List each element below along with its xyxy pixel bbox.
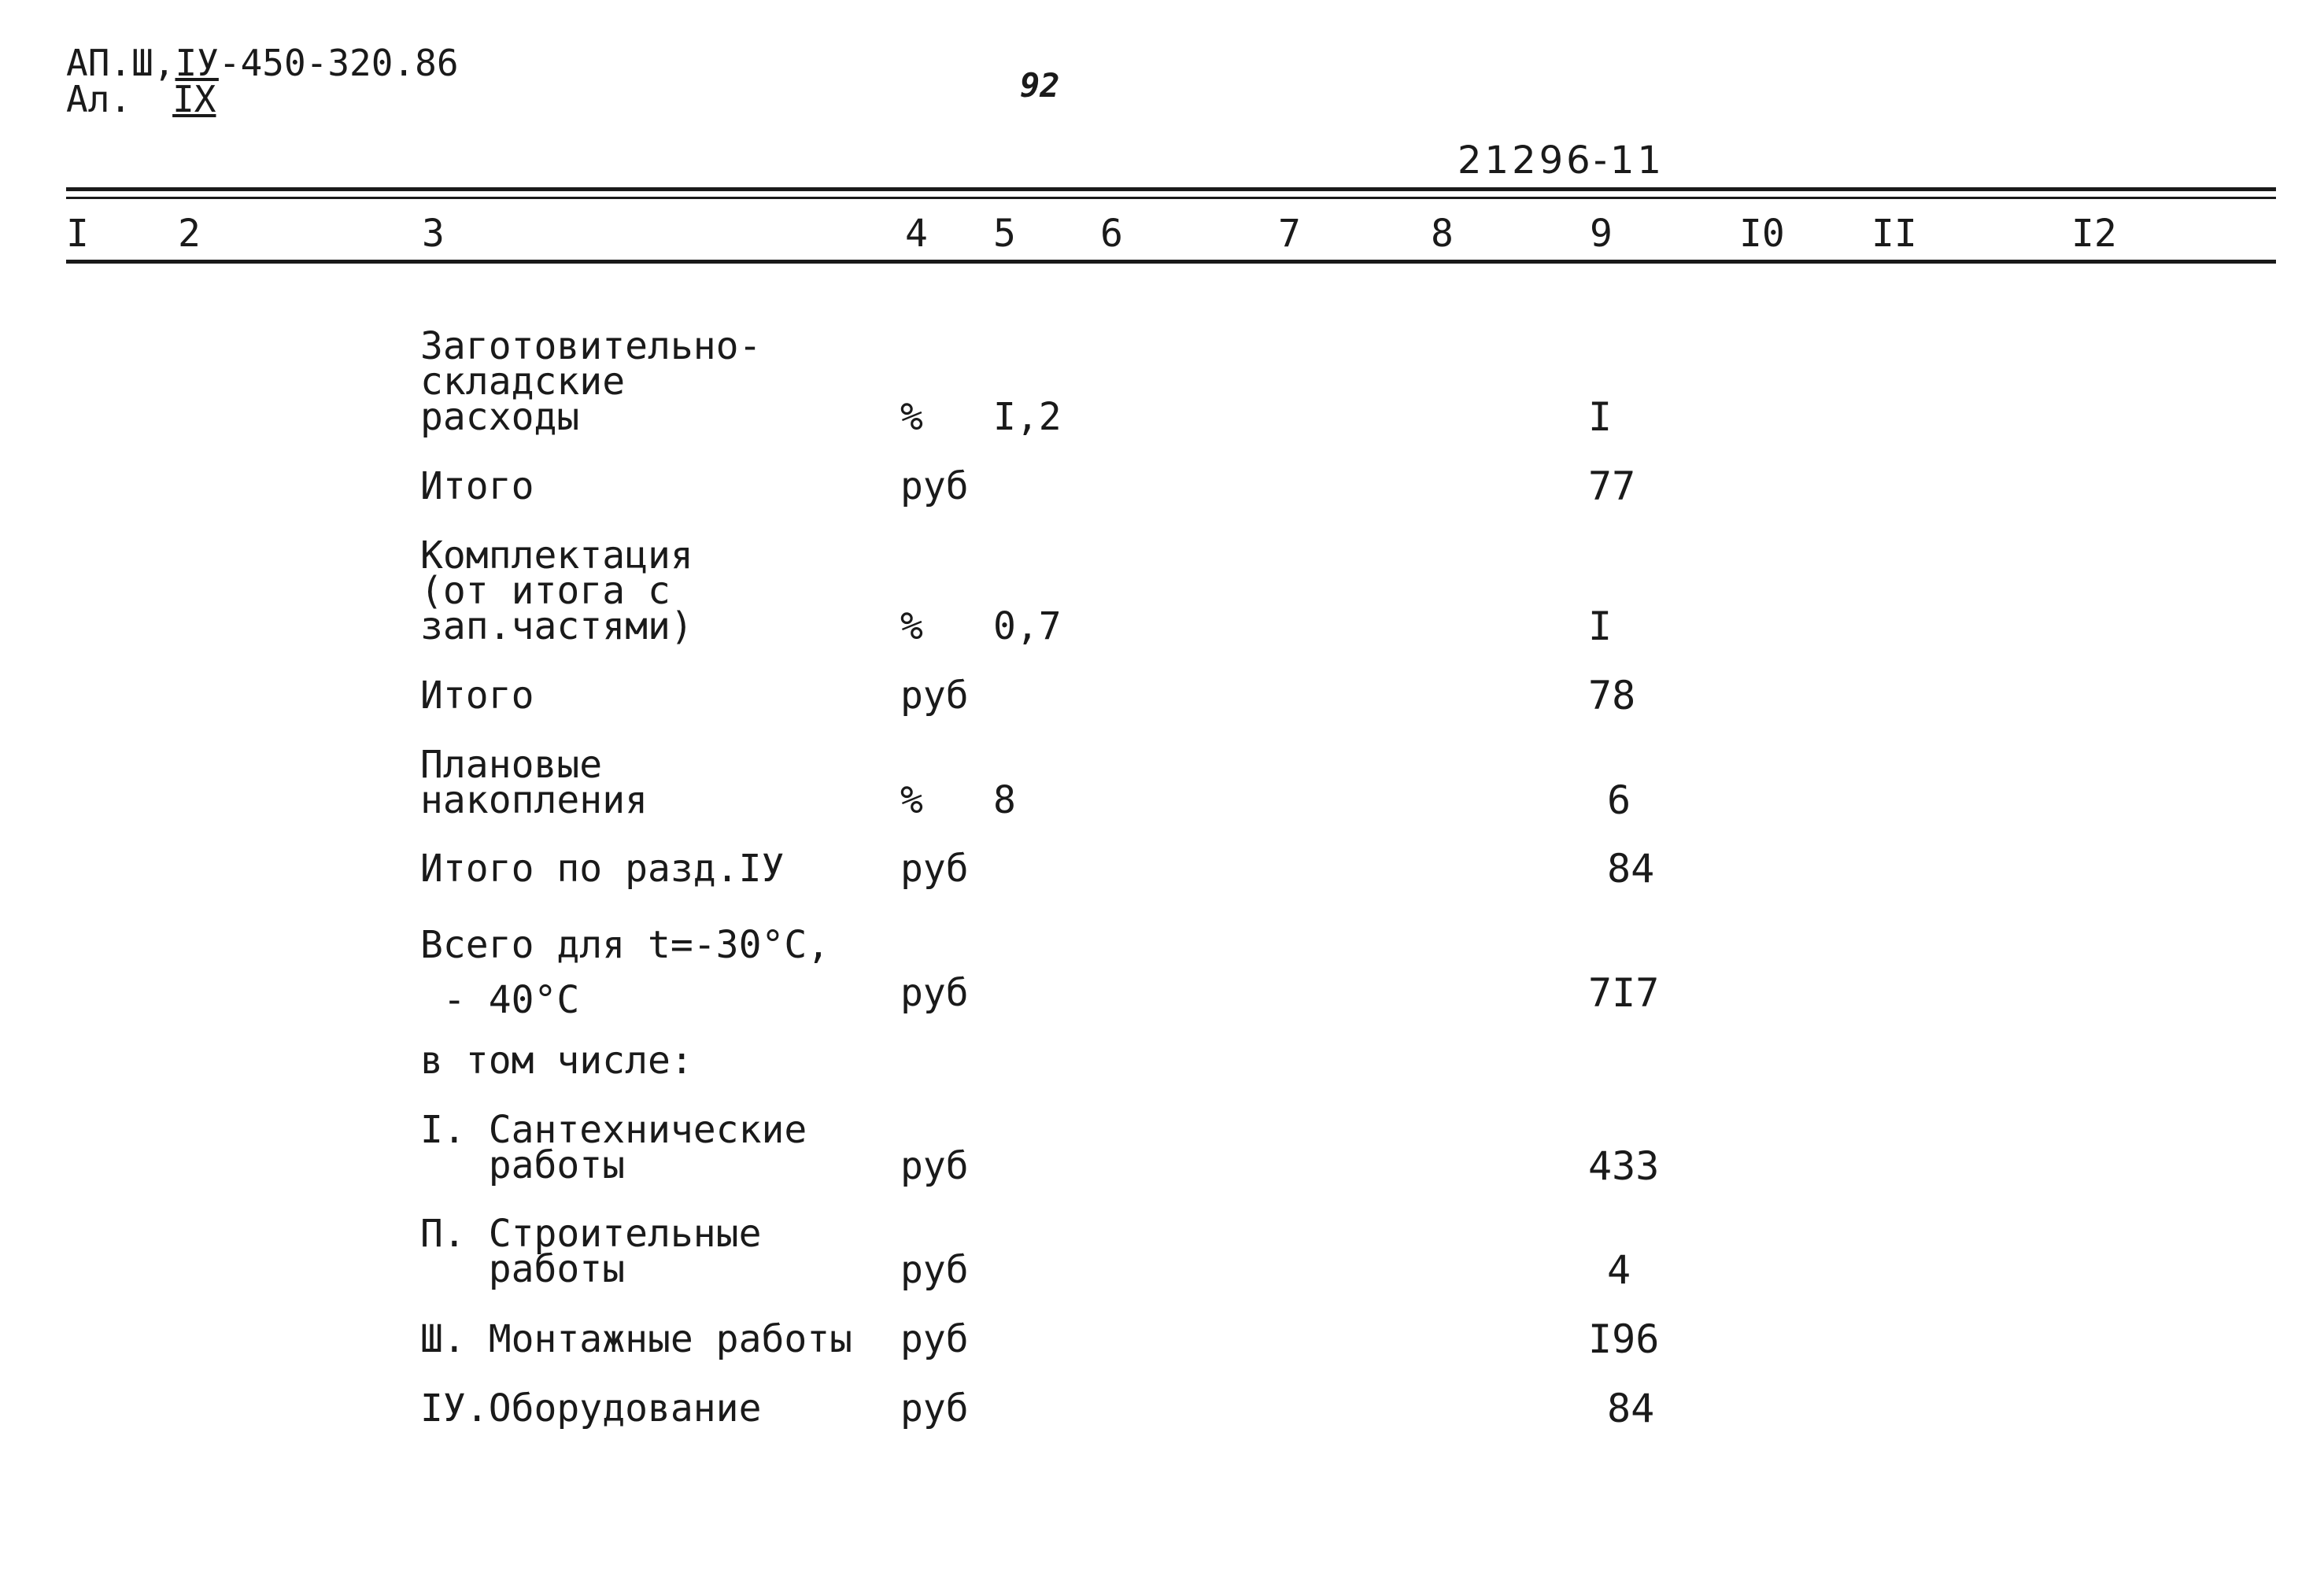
document-code [66,42,459,84]
row-name: Комплектация (от итога с зап.частями) [420,533,693,648]
column-number-12: I2 [2071,212,2117,256]
row-value: 84 [1607,1386,1655,1431]
row-value: 7I7 [1588,970,1660,1016]
column-number-7: 7 [1278,212,1301,256]
column-number-1: I [66,212,89,256]
row-name: П. Строительные работы [420,1212,762,1291]
album-label [66,78,216,120]
row-name: Итого [420,674,534,718]
row-value: 4 [1607,1247,1631,1293]
row-unit: руб [900,1144,969,1188]
row-rate: I,2 [993,395,1062,439]
row-value: I [1588,604,1613,649]
column-number-8: 8 [1431,212,1454,256]
row-value: 84 [1607,846,1655,892]
header-top-rule-thick [66,187,2276,191]
row-value: 77 [1588,463,1636,509]
document-code-suffix: -450-320.86 [218,42,459,84]
column-number-11: II [1871,212,1917,256]
column-number-4: 4 [905,212,928,256]
row-unit: руб [900,1317,969,1361]
row-unit: руб [900,1248,969,1292]
column-number-9: 9 [1590,212,1613,256]
column-number-2: 2 [178,212,201,256]
row-value: 433 [1588,1143,1660,1189]
album-label-text: Ал. [66,78,132,120]
row-name: Всего для t=-30°C, - 40°C [420,923,830,1022]
row-unit: % [900,778,923,822]
header-top-rule-thin [66,197,2276,199]
column-number-5: 5 [993,212,1016,256]
page-number: 92 [1020,66,1060,105]
row-value: I [1588,394,1613,440]
header-bottom-rule [66,260,2276,264]
album-number: IX [172,78,216,120]
row-value: I96 [1588,1316,1660,1362]
document-code-mid: IУ [175,42,219,84]
row-name: I. Сантехнические работы [420,1108,807,1187]
row-unit: руб [900,847,969,891]
row-name: IУ.Оборудование [420,1386,762,1430]
row-value: 6 [1607,777,1631,823]
row-name: в том числе: [420,1039,693,1083]
column-number-10: I0 [1739,212,1785,256]
row-name: Заготовительно- складские расходы [420,324,762,439]
row-rate: 0,7 [993,604,1062,648]
column-number-3: 3 [422,212,445,256]
row-name: Ш. Монтажные работы [420,1317,853,1361]
row-value: 78 [1588,673,1636,718]
row-name: Плановые накопления [420,743,648,822]
row-unit: руб [900,1386,969,1430]
row-unit: % [900,604,923,648]
row-unit: % [900,395,923,439]
document-code-prefix: АП.Ш, [66,42,176,84]
row-unit: руб [900,674,969,718]
row-unit: руб [900,464,969,508]
row-name: Итого [420,464,534,508]
row-rate: 8 [993,778,1016,822]
row-name: Итого по разд.IУ [420,847,785,891]
document-number: 21296-11 [1458,138,1665,183]
row-unit: руб [900,971,969,1015]
column-number-6: 6 [1100,212,1123,256]
